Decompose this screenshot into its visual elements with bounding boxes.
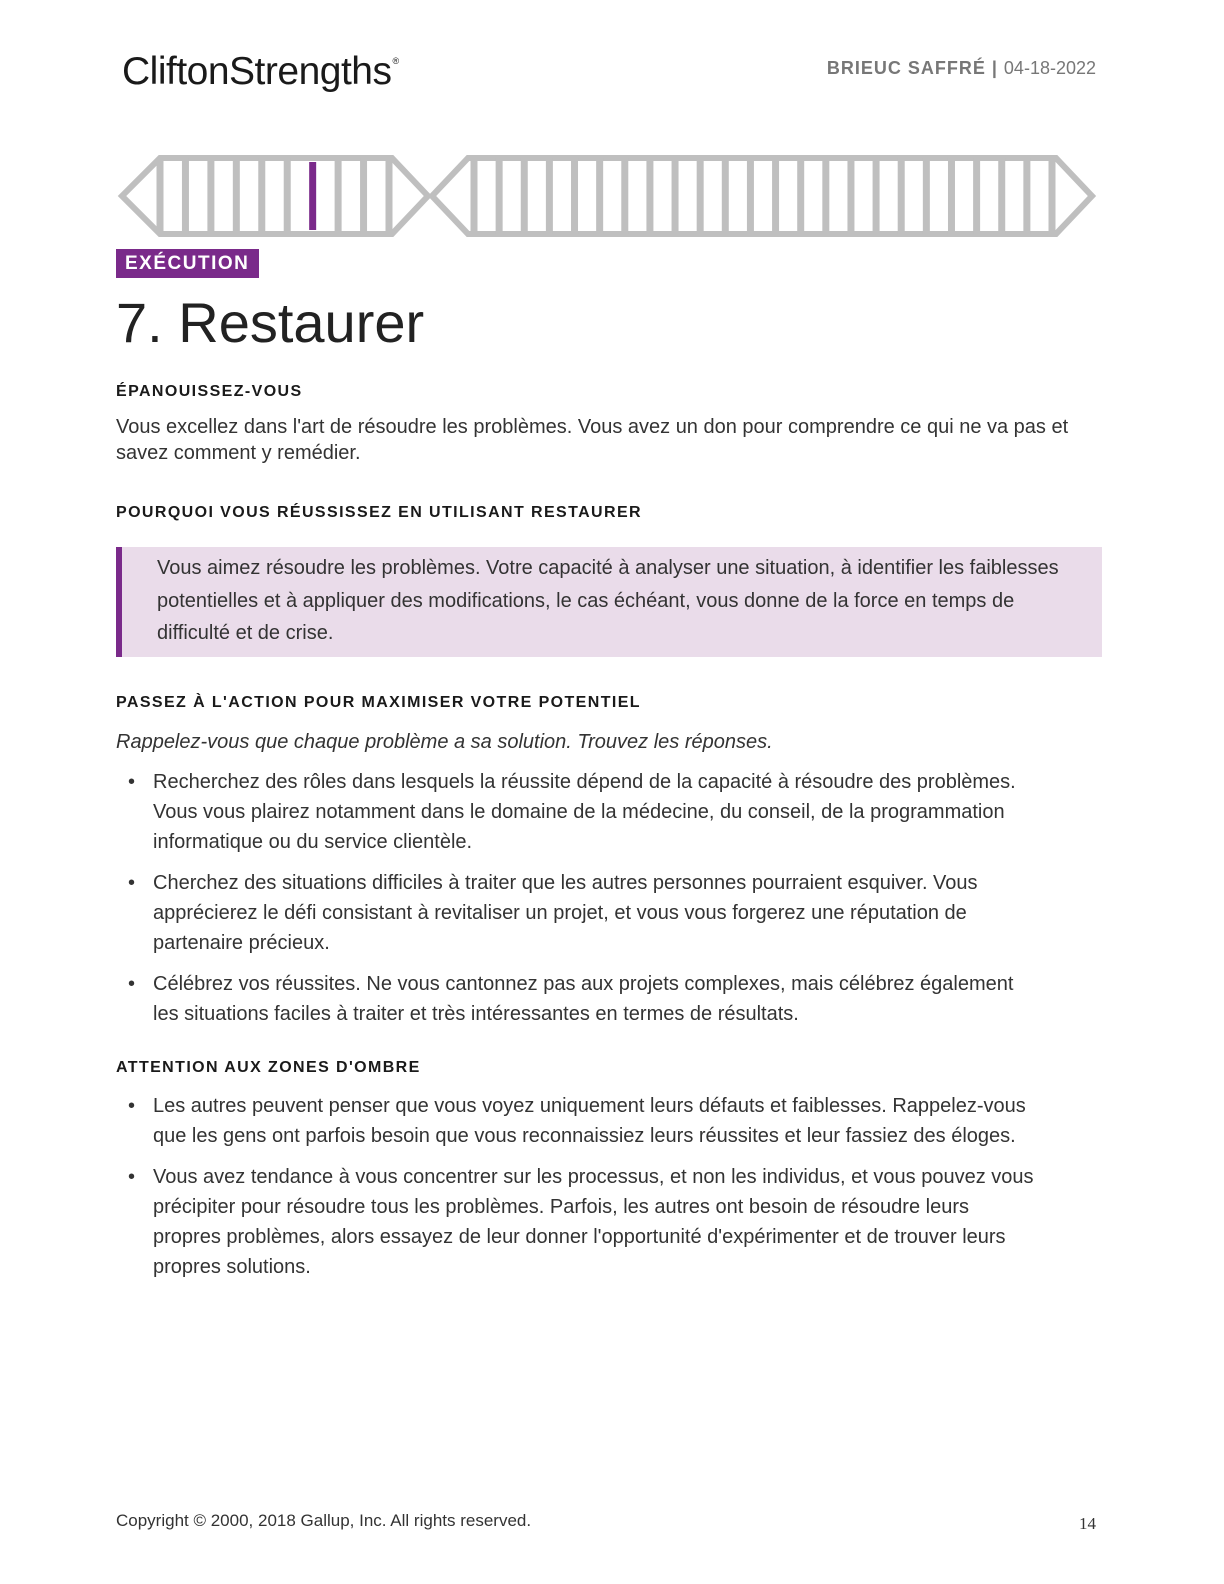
rank-bar xyxy=(207,158,214,234)
rank-bar xyxy=(546,158,553,234)
bullet-icon: • xyxy=(128,1166,136,1188)
bullet-icon: • xyxy=(128,1095,136,1117)
rank-bar xyxy=(973,158,980,234)
highlighted-rank-bar xyxy=(309,162,316,230)
rank-bar xyxy=(284,158,291,234)
blind-spots-list xyxy=(116,1091,1036,1293)
rank-bar xyxy=(948,158,955,234)
rank-bar xyxy=(1023,158,1030,234)
logo-text: CliftonStrengths xyxy=(122,50,392,93)
rank-bar xyxy=(847,158,854,234)
thrive-text: Vous excellez dans l'art de résoudre les problèmes. Vous avez un don pour comprendre ce qui ne va pas et savez comment y remédier. xyxy=(116,416,1069,464)
why-heading: POURQUOI VOUS RÉUSSISSEZ EN UTILISANT RESTAURER xyxy=(116,504,642,521)
rank-bar xyxy=(822,158,829,234)
rank-bar xyxy=(596,158,603,234)
rank-bar xyxy=(233,158,240,234)
rank-bar xyxy=(1049,158,1056,234)
why-text: Vous aimez résoudre les problèmes. Votre capacité à analyser une situation, à identifier les faiblesses potentielles et à appliquer des modifications, le cas échéant, vous donne de la force en temps de difficulté et de crise. xyxy=(157,557,1059,644)
rank-bar xyxy=(898,158,905,234)
rank-bar xyxy=(697,158,704,234)
rank-bar xyxy=(797,158,804,234)
page-title: 7. Restaurer xyxy=(116,291,425,354)
list-item xyxy=(116,1091,1036,1151)
list-item xyxy=(116,1162,1036,1282)
page-number: 14 xyxy=(1079,1514,1096,1533)
list-item-text: Cherchez des situations difficiles à traiter que les autres personnes pourraient esquiver. Vous apprécierez le défi consistant à revitaliser un projet, et vous vous forgerez une réputation de partenaire précieux. xyxy=(153,872,978,954)
left-arrow-outline xyxy=(122,158,428,234)
list-item xyxy=(116,767,1036,857)
right-arrow-outline xyxy=(432,158,1092,234)
domain-badge: EXÉCUTION xyxy=(116,249,259,278)
report-date: 04-18-2022 xyxy=(1003,58,1096,78)
list-item-text: Recherchez des rôles dans lesquels la réussite dépend de la capacité à résoudre des problèmes. Vous vous plairez notamment dans le domaine de la médecine, du conseil, de la programmation informatique ou du service clientèle. xyxy=(153,771,1016,853)
rank-bar xyxy=(772,158,779,234)
copyright-notice: Copyright © 2000, 2018 Gallup, Inc. All rights reserved. xyxy=(116,1511,532,1530)
rank-bar xyxy=(521,158,528,234)
action-list xyxy=(116,767,1036,1040)
thrive-heading: ÉPANOUISSEZ-VOUS xyxy=(116,383,303,400)
bullet-icon: • xyxy=(128,872,136,894)
list-item-text: Vous avez tendance à vous concentrer sur les processus, et non les individus, et vous pouvez vous précipiter pour résoudre tous les problèmes. Parfois, les autres ont besoin de résoudre leurs propres problèmes, alors essayez de leur donner l'opportunité d'expérimenter et de trouver leurs propres solutions. xyxy=(153,1166,1034,1278)
rank-bar xyxy=(258,158,265,234)
bullet-icon: • xyxy=(128,973,136,995)
header-separator: | xyxy=(985,58,1004,78)
rank-bar xyxy=(873,158,880,234)
cliftonstrengths-logo xyxy=(122,50,399,94)
rank-bar xyxy=(621,158,628,234)
rank-bar xyxy=(998,158,1005,234)
rank-bar xyxy=(496,158,503,234)
rank-bar xyxy=(923,158,930,234)
rank-bar xyxy=(360,158,367,234)
rank-bar xyxy=(646,158,653,234)
registered-mark: ® xyxy=(392,56,399,66)
strength-rank-strip xyxy=(116,152,1100,240)
rank-bar xyxy=(157,158,164,234)
rank-bar xyxy=(335,158,342,234)
why-callout xyxy=(116,547,1102,657)
rank-bar xyxy=(386,158,393,234)
user-name: BRIEUC SAFFRÉ xyxy=(826,58,986,78)
action-heading: PASSEZ À L'ACTION POUR MAXIMISER VOTRE POTENTIEL xyxy=(116,694,641,711)
blind-spots-heading: ATTENTION AUX ZONES D'OMBRE xyxy=(116,1059,421,1076)
rank-bar xyxy=(182,158,189,234)
report-header-meta xyxy=(827,58,1096,79)
rank-bar xyxy=(571,158,578,234)
rank-bar xyxy=(471,158,478,234)
list-item-text: Célébrez vos réussites. Ne vous cantonnez pas aux projets complexes, mais célébrez également les situations faciles à traiter et très intéressantes en termes de résultats. xyxy=(153,973,1014,1025)
rank-bar xyxy=(747,158,754,234)
action-intro: Rappelez-vous que chaque problème a sa solution. Trouvez les réponses. xyxy=(116,731,773,753)
list-item-text: Les autres peuvent penser que vous voyez uniquement leurs défauts et faiblesses. Rappelez-vous que les gens ont parfois besoin que vous reconnaissiez leurs réussites et leur fassiez des éloges. xyxy=(153,1095,1026,1147)
rank-bar xyxy=(722,158,729,234)
bullet-icon: • xyxy=(128,771,136,793)
list-item xyxy=(116,868,1036,958)
list-item xyxy=(116,969,1036,1029)
rank-bar xyxy=(672,158,679,234)
